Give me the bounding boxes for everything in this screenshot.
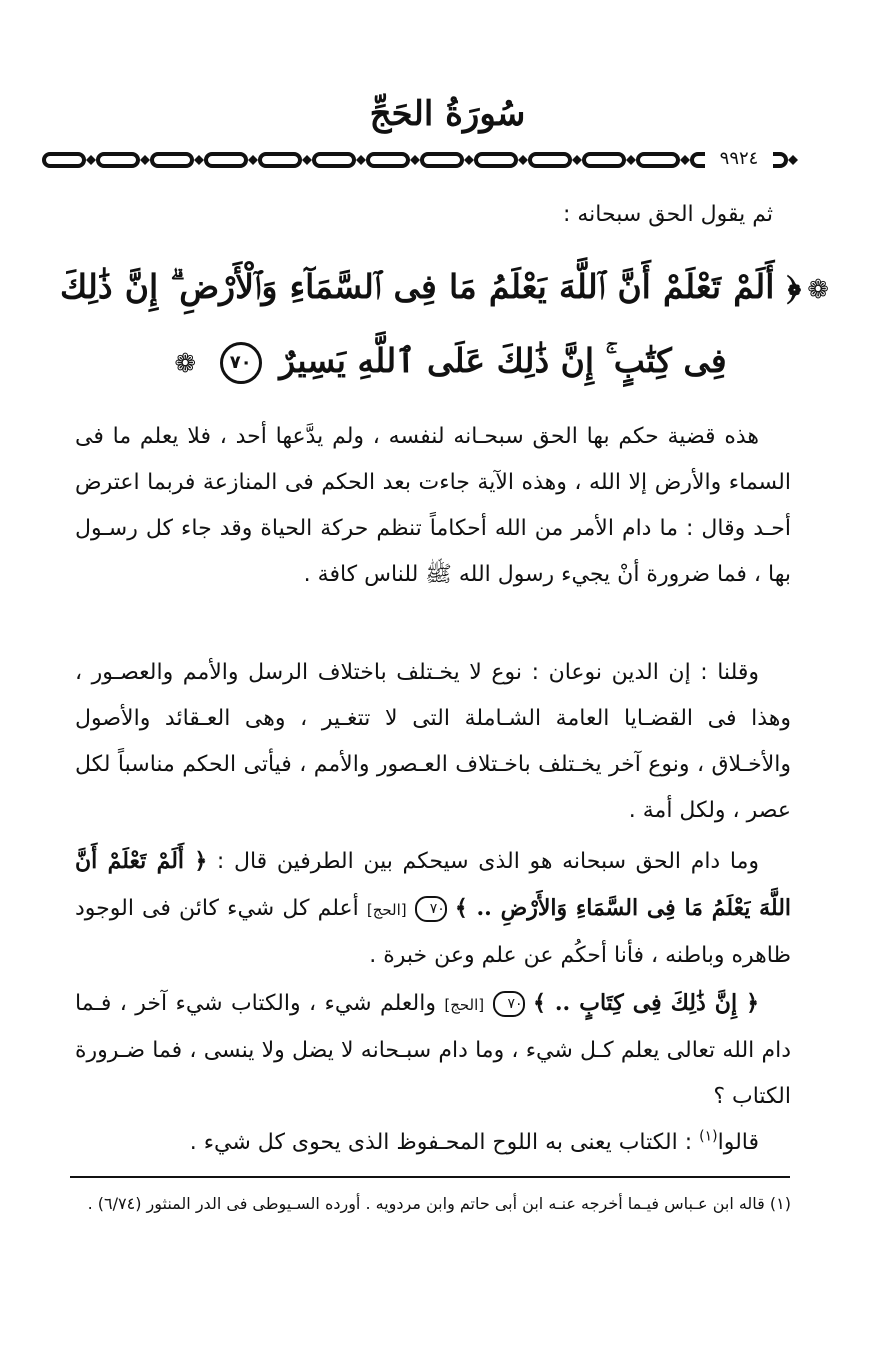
- paragraph-4-rest: والعلم شيء ، والكتاب شيء آخر ، فـما دام الله تعالى يعلم كـل شيء ، وما دام سبـحانه لا يضل ولا ينسى ، فما ضـرورة الكتاب ؟: [75, 991, 791, 1109]
- chain-link: [152, 154, 192, 166]
- chain-diamond: [356, 155, 366, 165]
- chain-diamond: [86, 155, 96, 165]
- chain-diamond: [248, 155, 258, 165]
- chain-link: [584, 154, 624, 166]
- quran-verse-line-1: [60, 262, 835, 315]
- chain-diamond: [410, 155, 420, 165]
- chain-link: [638, 154, 678, 166]
- chain-link: [206, 154, 246, 166]
- paragraph-5: [75, 1120, 791, 1166]
- chain-diamond: [626, 155, 636, 165]
- footnote: (١) قاله ابن عـباس فيـما أخرجه عنـه ابن أبى حاتم وابن مردويه . أورده السـيوطى فى الدر المنثور (٦/٧٤) .: [87, 1194, 791, 1213]
- chain-link: [422, 154, 462, 166]
- footnote-marker: (١): [699, 1128, 718, 1145]
- verse-ornament-icon: ❁: [807, 275, 829, 305]
- chain-link: [260, 154, 300, 166]
- page-number: ٩٩٢٤: [705, 144, 773, 174]
- paragraph-5-rest: : الكتاب يعنى به اللوح المحـفوظ الذى يحوى كل شيء .: [189, 1130, 693, 1155]
- quran-verse-line-2: [60, 336, 835, 389]
- paragraph-3: [75, 838, 791, 979]
- chain-diamond: [194, 155, 204, 165]
- chain-diamond: [464, 155, 474, 165]
- chain-diamond: [140, 155, 150, 165]
- paragraph-3-rest: أعلم كل شيء كائن فى الوجود ظاهره وباطنه ، فأنا أحكُم عن علم وعن خبرة .: [75, 896, 791, 968]
- chain-diamond: [302, 155, 312, 165]
- paragraph-2: وقلنا : إن الدين نوعان : نوع لا يخـتلف باختلاف الرسل والأمم والعصـور ، وهذا فى القضـايا العامة الشـاملة التى لا تتغـير ، وهى العـقائد والأصول والأخـلاق ، ونوع آخر يخـتلف باخـتلاف العـصور والأمم ، فيأتى الحكم مناسباً لكل عصر ، ولكل أمة .: [75, 660, 791, 823]
- paragraph-5-lead: قالوا: [717, 1130, 759, 1155]
- chain-link: [314, 154, 354, 166]
- chain-diamond: [518, 155, 528, 165]
- paragraph-4: [75, 980, 791, 1120]
- quran-quote: ﴿ إِنَّ ذَٰلِكَ فِى كِتَابٍ .. ﴾: [532, 990, 760, 1016]
- surah-reference: [الحج]: [444, 996, 485, 1014]
- paragraph-1: هذه قضية حكم بها الحق سبحـانه لنفسه ، ولم يدَّعها أحد ، فلا يعلم ما فى السماء والأرض إلا الله ، وهذه الآية جاءت بعد الحكم فى المنازعة فربما اعترض أحـد وقال : ما دام الأمر من الله أحكاماً تنظم حركة الحياة وقد جاء كل رسـول بها ، فما ضرورة أنْ يجيء رسول الله ﷺ للناس كافة .: [75, 424, 791, 587]
- ayah-number-marker: ٧٠: [415, 896, 447, 922]
- ayah-number-marker: ٧٠: [493, 991, 525, 1017]
- chain-link: [476, 154, 516, 166]
- chain-link: [368, 154, 408, 166]
- quran-quote: ﴿ أَلَمْ تَعْلَمْ أَنَّ اللَّهَ يَعْلَمُ مَا فِى السَّمَاءِ وَالأَرْضِ .. ﴾: [75, 848, 792, 921]
- intro-line: ثم يقول الحق سبحانه :: [562, 202, 773, 227]
- ayah-number-marker: ٧٠: [220, 342, 262, 384]
- chain-diamond: [788, 155, 798, 165]
- decorative-chain-divider: [42, 146, 812, 174]
- footnote-divider: [70, 1176, 790, 1178]
- chain-link: [44, 154, 84, 166]
- chain-diamond: [680, 155, 690, 165]
- surah-title: سُورَةُ الحَجِّ: [369, 94, 526, 134]
- verse-text-1: ﴿ أَلَمْ تَعْلَمْ أَنَّ ٱللَّهَ يَعْلَمُ مَا فِى ٱلسَّمَآءِ وَٱلْأَرْضِ ۗ إِنَّ ذَٰلِكَ: [60, 267, 802, 306]
- paragraph-3-lead: وما دام الحق سبحانه هو الذى سيحكم بين الطرفين قال :: [216, 849, 759, 874]
- surah-reference: [الحج]: [366, 901, 407, 919]
- verse-text-2: فِى كِتَٰبٍ ۚ إِنَّ ذَٰلِكَ عَلَى ٱللَّهِ يَسِيرٌ: [279, 341, 727, 380]
- verse-ornament-icon: ❁: [174, 349, 197, 379]
- chain-diamond: [572, 155, 582, 165]
- chain-link: [530, 154, 570, 166]
- chain-link: [98, 154, 138, 166]
